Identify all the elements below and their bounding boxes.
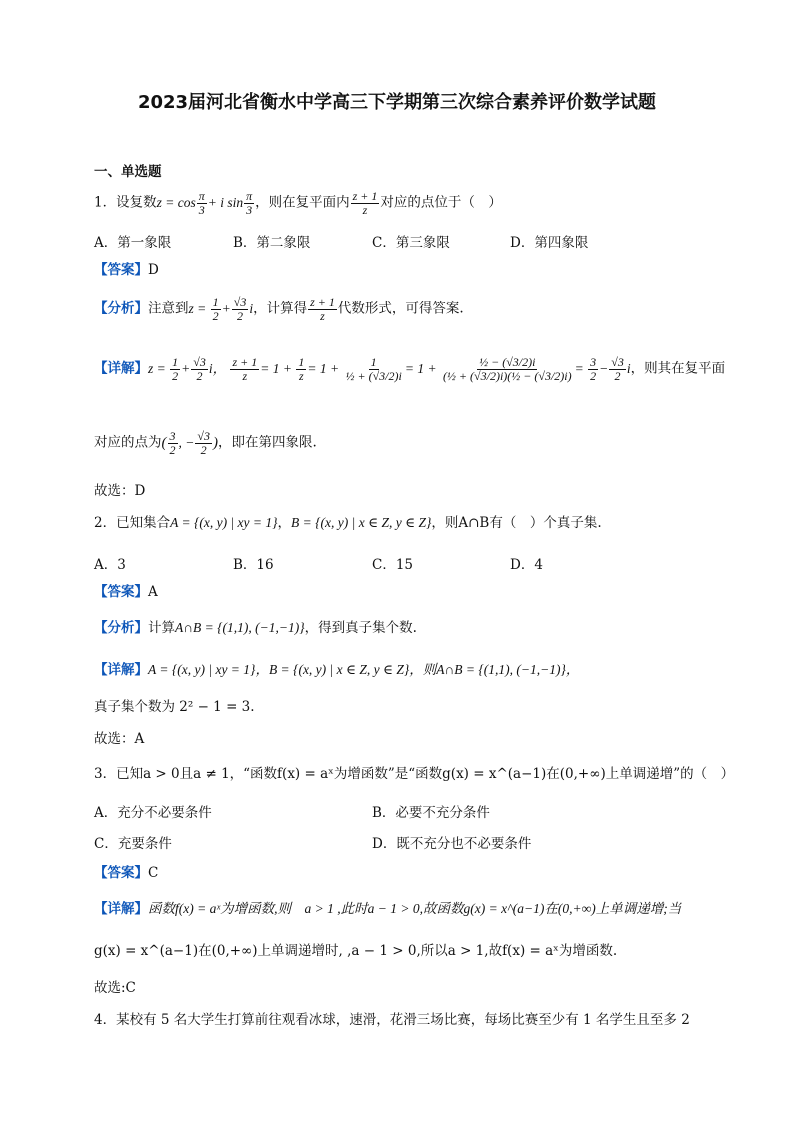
q2-option-d: D．4 — [510, 557, 543, 573]
q2-set-b: B = {(x, y) | x ∈ Z, y ∈ Z} — [291, 515, 432, 530]
q2-answer — [94, 582, 158, 602]
q1-analysis — [94, 296, 464, 323]
q2-detail-a: A = {(x, y) | xy = 1}，B = {(x, y) | x ∈ Z, y ∈ Z}，则A∩B = {(1,1), (−1,−1)}， — [148, 662, 580, 677]
analysis-tag: 【分析】 — [94, 620, 148, 636]
q2-choice: 故选：A — [94, 731, 145, 747]
q2-option-a: A．3 — [94, 557, 126, 573]
q2-detail — [94, 660, 579, 680]
q3-option-b: B．必要不充分条件 — [372, 805, 490, 821]
q1-analysis-a: 注意到 — [148, 300, 189, 317]
q2-analysis — [94, 618, 417, 638]
q2-detail-b: 真子集个数为 2² − 1 = 3. — [94, 699, 255, 715]
analysis-tag: 【分析】 — [94, 300, 148, 317]
q1-analysis-ratio: $\frac{z + 1}{z}$ — [310, 295, 335, 323]
q2-option-b: B．16 — [233, 557, 274, 573]
detail-tag: 【详解】 — [94, 662, 148, 678]
q3-option-c: C．充要条件 — [94, 836, 172, 852]
q1-answer — [94, 260, 159, 280]
q1-analysis-b: ，计算得 — [253, 300, 308, 317]
q1-detail-line2-b: ，即在第四象限. — [217, 434, 317, 451]
q3-answer-value: C — [148, 865, 159, 881]
q1-formula-z: z = cos $\frac{\pi}{3}$ + i sin $\frac{\pi}{3}$ — [156, 189, 253, 217]
q3-detail — [94, 899, 681, 919]
q2-set-a: A = {(x, y) | xy = 1} — [170, 515, 278, 530]
q1-detail — [94, 356, 725, 383]
q1-analysis-c: 代数形式，可得答案. — [337, 300, 464, 317]
q1-option-a: A．第一象限 — [94, 235, 172, 251]
q1-analysis-formula: z = $\frac{1}{2}$ + $\frac{√3}{2}$ i — [188, 295, 254, 323]
q1-option-c: C．第三象限 — [372, 235, 450, 251]
q1-option-d: D．第四象限 — [510, 235, 589, 251]
q2-analysis-expr: A∩B = {(1,1), (−1,−1)} — [175, 620, 305, 635]
q1-stem — [94, 190, 502, 217]
q1-choice: 故选：D — [94, 483, 146, 499]
q1-stem-end: 对应的点位于（ ） — [380, 194, 502, 211]
q2-stem-end: ，则A∩B有（ ）个真子集. — [431, 515, 602, 531]
q1-option-b: B．第二象限 — [233, 235, 311, 251]
q1-point: ( $\frac{3}{2}$ , − $\frac{√3}{2}$ ) — [161, 429, 218, 457]
q1-detail-line2 — [94, 430, 317, 457]
q3-detail-a: 函数f(x) = aˣ为增函数,则 a > 1 ,此时a − 1 > 0,故函数g(x) = x^(a−1)在(0,+∞)上单调递增;当 — [148, 901, 682, 916]
answer-tag: 【答案】 — [94, 584, 148, 600]
section-heading-single-choice: 一、单选题 — [94, 164, 162, 180]
q3-option-d: D．既不充分也不必要条件 — [372, 836, 532, 852]
detail-tag: 【详解】 — [94, 901, 148, 917]
q1-prefix: 1．设复数 — [94, 194, 157, 211]
q2-stem: 2．已知集合A = {(x, y) | xy = 1}，B = {(x, y) | x ∈ Z, y ∈ Z}，则A∩B有（ ）个真子集. — [94, 515, 602, 531]
q3-answer — [94, 863, 158, 883]
q3-option-a: A．充分不必要条件 — [94, 805, 212, 821]
document-title: 2023届河北省衡水中学高三下学期第三次综合素养评价数学试题 — [137, 92, 657, 113]
q3-detail-b: g(x) = x^(a−1)在(0,+∞)上单调递增时, ,a − 1 > 0,所以a > 1,故f(x) = aˣ为增函数. — [94, 943, 618, 959]
q4-stem: 4．某校有 5 名大学生打算前往观看冰球，速滑，花滑三场比赛，每场比赛至少有 1 名学生且至多 2 — [94, 1012, 690, 1028]
detail-tag: 【详解】 — [94, 360, 148, 377]
q3-stem: 3．已知a > 0且a ≠ 1，“函数f(x) = aˣ为增函数”是“函数g(x) = x^(a−1)在(0,+∞)上单调递增”的（ ） — [94, 766, 735, 782]
q2-analysis-a: 计算 — [148, 620, 175, 636]
answer-tag: 【答案】 — [94, 262, 148, 278]
q1-detail-end: ，则其在复平面 — [630, 360, 726, 377]
q3-choice: 故选:C — [94, 980, 136, 996]
q2-prefix: 2．已知集合 — [94, 515, 171, 531]
q1-formula-ratio: $\frac{z + 1}{z}$ — [352, 189, 378, 217]
q1-answer-value: D — [148, 262, 159, 278]
q1-detail-formula: z = $\frac{1}{2}$ + $\frac{√3}{2}$ i， $\frac{z + 1}{z}$ = 1 + $\frac{1}{z}$ = 1 + $\frac{1}{\text{½ + (√3/2)i}}$ = 1 + $\frac{\text{½ − (√3/2)i}}{\text{(½ + (√3/2)i)(½ − (√3/2)i)}}$ = $\frac{3}{2}$ − $\frac{√3}{2}$ i — [148, 355, 631, 383]
q2-option-c: C．15 — [372, 557, 414, 573]
q2-answer-value: A — [148, 584, 158, 600]
q1-stem-mid: ，则在复平面内 — [255, 194, 350, 211]
q1-detail-line2-a: 对应的点为 — [94, 434, 162, 451]
answer-tag: 【答案】 — [94, 865, 148, 881]
q2-analysis-b: ，得到真子集个数. — [304, 620, 417, 636]
